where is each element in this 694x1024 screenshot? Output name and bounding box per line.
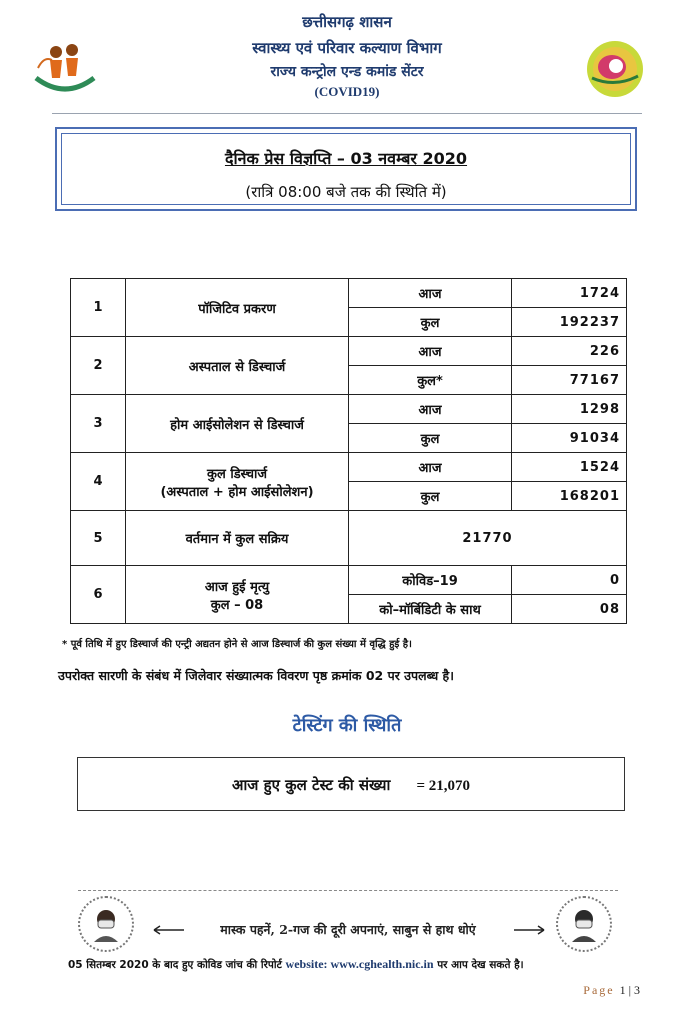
report-availability-line [68, 957, 658, 972]
value-cell: 1724 [512, 279, 627, 308]
row-label [126, 453, 349, 511]
page-number: 1 | 3 [619, 983, 640, 997]
header-line-4: (COVID19) [314, 84, 380, 99]
row-number: 6 [71, 566, 126, 624]
testing-label: आज हुए कुल टेस्ट की संख्या [231, 776, 391, 794]
title-box [55, 127, 637, 211]
active-cases-value: 21770 [349, 511, 627, 566]
header-line-2: स्वास्थ्य एवं परिवार कल्याण विभाग [252, 39, 442, 57]
row-number: 1 [71, 279, 126, 337]
table-row [71, 453, 627, 482]
testing-value: = 21,070 [416, 778, 471, 794]
press-release-title: दैनिक प्रेस विज्ञप्ति – 03 नवम्बर 2020 [224, 149, 468, 168]
website-link[interactable]: website: www.cghealth.nic.in [285, 957, 434, 971]
row-number: 3 [71, 395, 126, 453]
row-label-line-2: (अस्पताल + होम आईसोलेशन) [160, 484, 314, 500]
row-label: अस्पताल से डिस्चार्ज [126, 337, 349, 395]
sub-label: कोविड–19 [349, 566, 512, 595]
row-number: 4 [71, 453, 126, 511]
value-cell: 77167 [512, 366, 627, 395]
testing-line [78, 775, 624, 795]
row-label [126, 566, 349, 624]
sub-label: कुल [349, 424, 512, 453]
value-cell: 192237 [512, 308, 627, 337]
row-label-line-1: कुल डिस्चार्ज [207, 466, 267, 482]
arrow-right-icon [514, 921, 548, 933]
sub-label: को–मॉर्बिडिटी के साथ [349, 595, 512, 624]
row-label: होम आईसोलेशन से डिस्चार्ज [126, 395, 349, 453]
header-line-1: छत्तीसगढ़ शासन [302, 13, 392, 31]
row-number: 5 [71, 511, 126, 566]
masked-woman-icon [78, 896, 134, 952]
left-logo [30, 38, 100, 102]
press-release-subtitle: (रात्रि 08:00 बजे तक की स्थिति में) [245, 183, 447, 201]
covid-summary-table [70, 278, 627, 624]
table-row [71, 337, 627, 366]
testing-box [77, 757, 625, 811]
header-rule [52, 113, 642, 114]
sub-label: आज [349, 395, 512, 424]
sub-label: कुल* [349, 366, 512, 395]
sub-label: आज [349, 337, 512, 366]
row-label-line-1: आज हुई मृत्यु [204, 579, 270, 595]
right-logo [582, 38, 648, 104]
district-details-paragraph: उपरोक्त सारणी के संबंध में जिलेवार संख्यात्मक विवरण पृष्ठ क्रमांक 02 पर उपलब्ध है। [58, 668, 454, 683]
page-indicator [540, 983, 640, 998]
sub-label: आज [349, 279, 512, 308]
sub-label: आज [349, 453, 512, 482]
sub-label: कुल [349, 482, 512, 511]
table-row [71, 395, 627, 424]
row-number: 2 [71, 337, 126, 395]
value-cell: 91034 [512, 424, 627, 453]
safety-slogan: मास्क पहनें, 2-गज की दूरी अपनाएं, साबुन से हाथ धोएं [220, 922, 476, 937]
value-cell: 08 [512, 595, 627, 624]
header-line-3: राज्य कन्ट्रोल एन्ड कमांड सेंटर [270, 64, 424, 80]
value-cell: 0 [512, 566, 627, 595]
sub-label: कुल [349, 308, 512, 337]
row-label: वर्तमान में कुल सक्रिय [126, 511, 349, 566]
value-cell: 226 [512, 337, 627, 366]
value-cell: 1524 [512, 453, 627, 482]
title-box-inner [61, 133, 631, 205]
value-cell: 168201 [512, 482, 627, 511]
page-label: Page [583, 983, 615, 997]
row-label: पॉजिटिव प्रकरण [126, 279, 349, 337]
report-text: 05 सितम्बर 2020 के बाद हुए कोविड जांच की रिपोर्ट [68, 959, 282, 971]
masked-man-icon [556, 896, 612, 952]
value-cell: 1298 [512, 395, 627, 424]
table-row [71, 279, 627, 308]
table-row [71, 566, 627, 595]
report-tail: पर आप देख सकते है। [437, 959, 524, 971]
row-label-line-2: कुल – 08 [210, 597, 264, 613]
footnote: * पूर्व तिथि में हुए डिस्चार्ज की एन्ट्री अद्यतन होने से आज डिस्चार्ज की कुल संख्या में वृद्धि हुई है। [62, 639, 412, 650]
table-row [71, 511, 627, 566]
testing-heading: टेस्टिंग की स्थिति [292, 715, 402, 736]
